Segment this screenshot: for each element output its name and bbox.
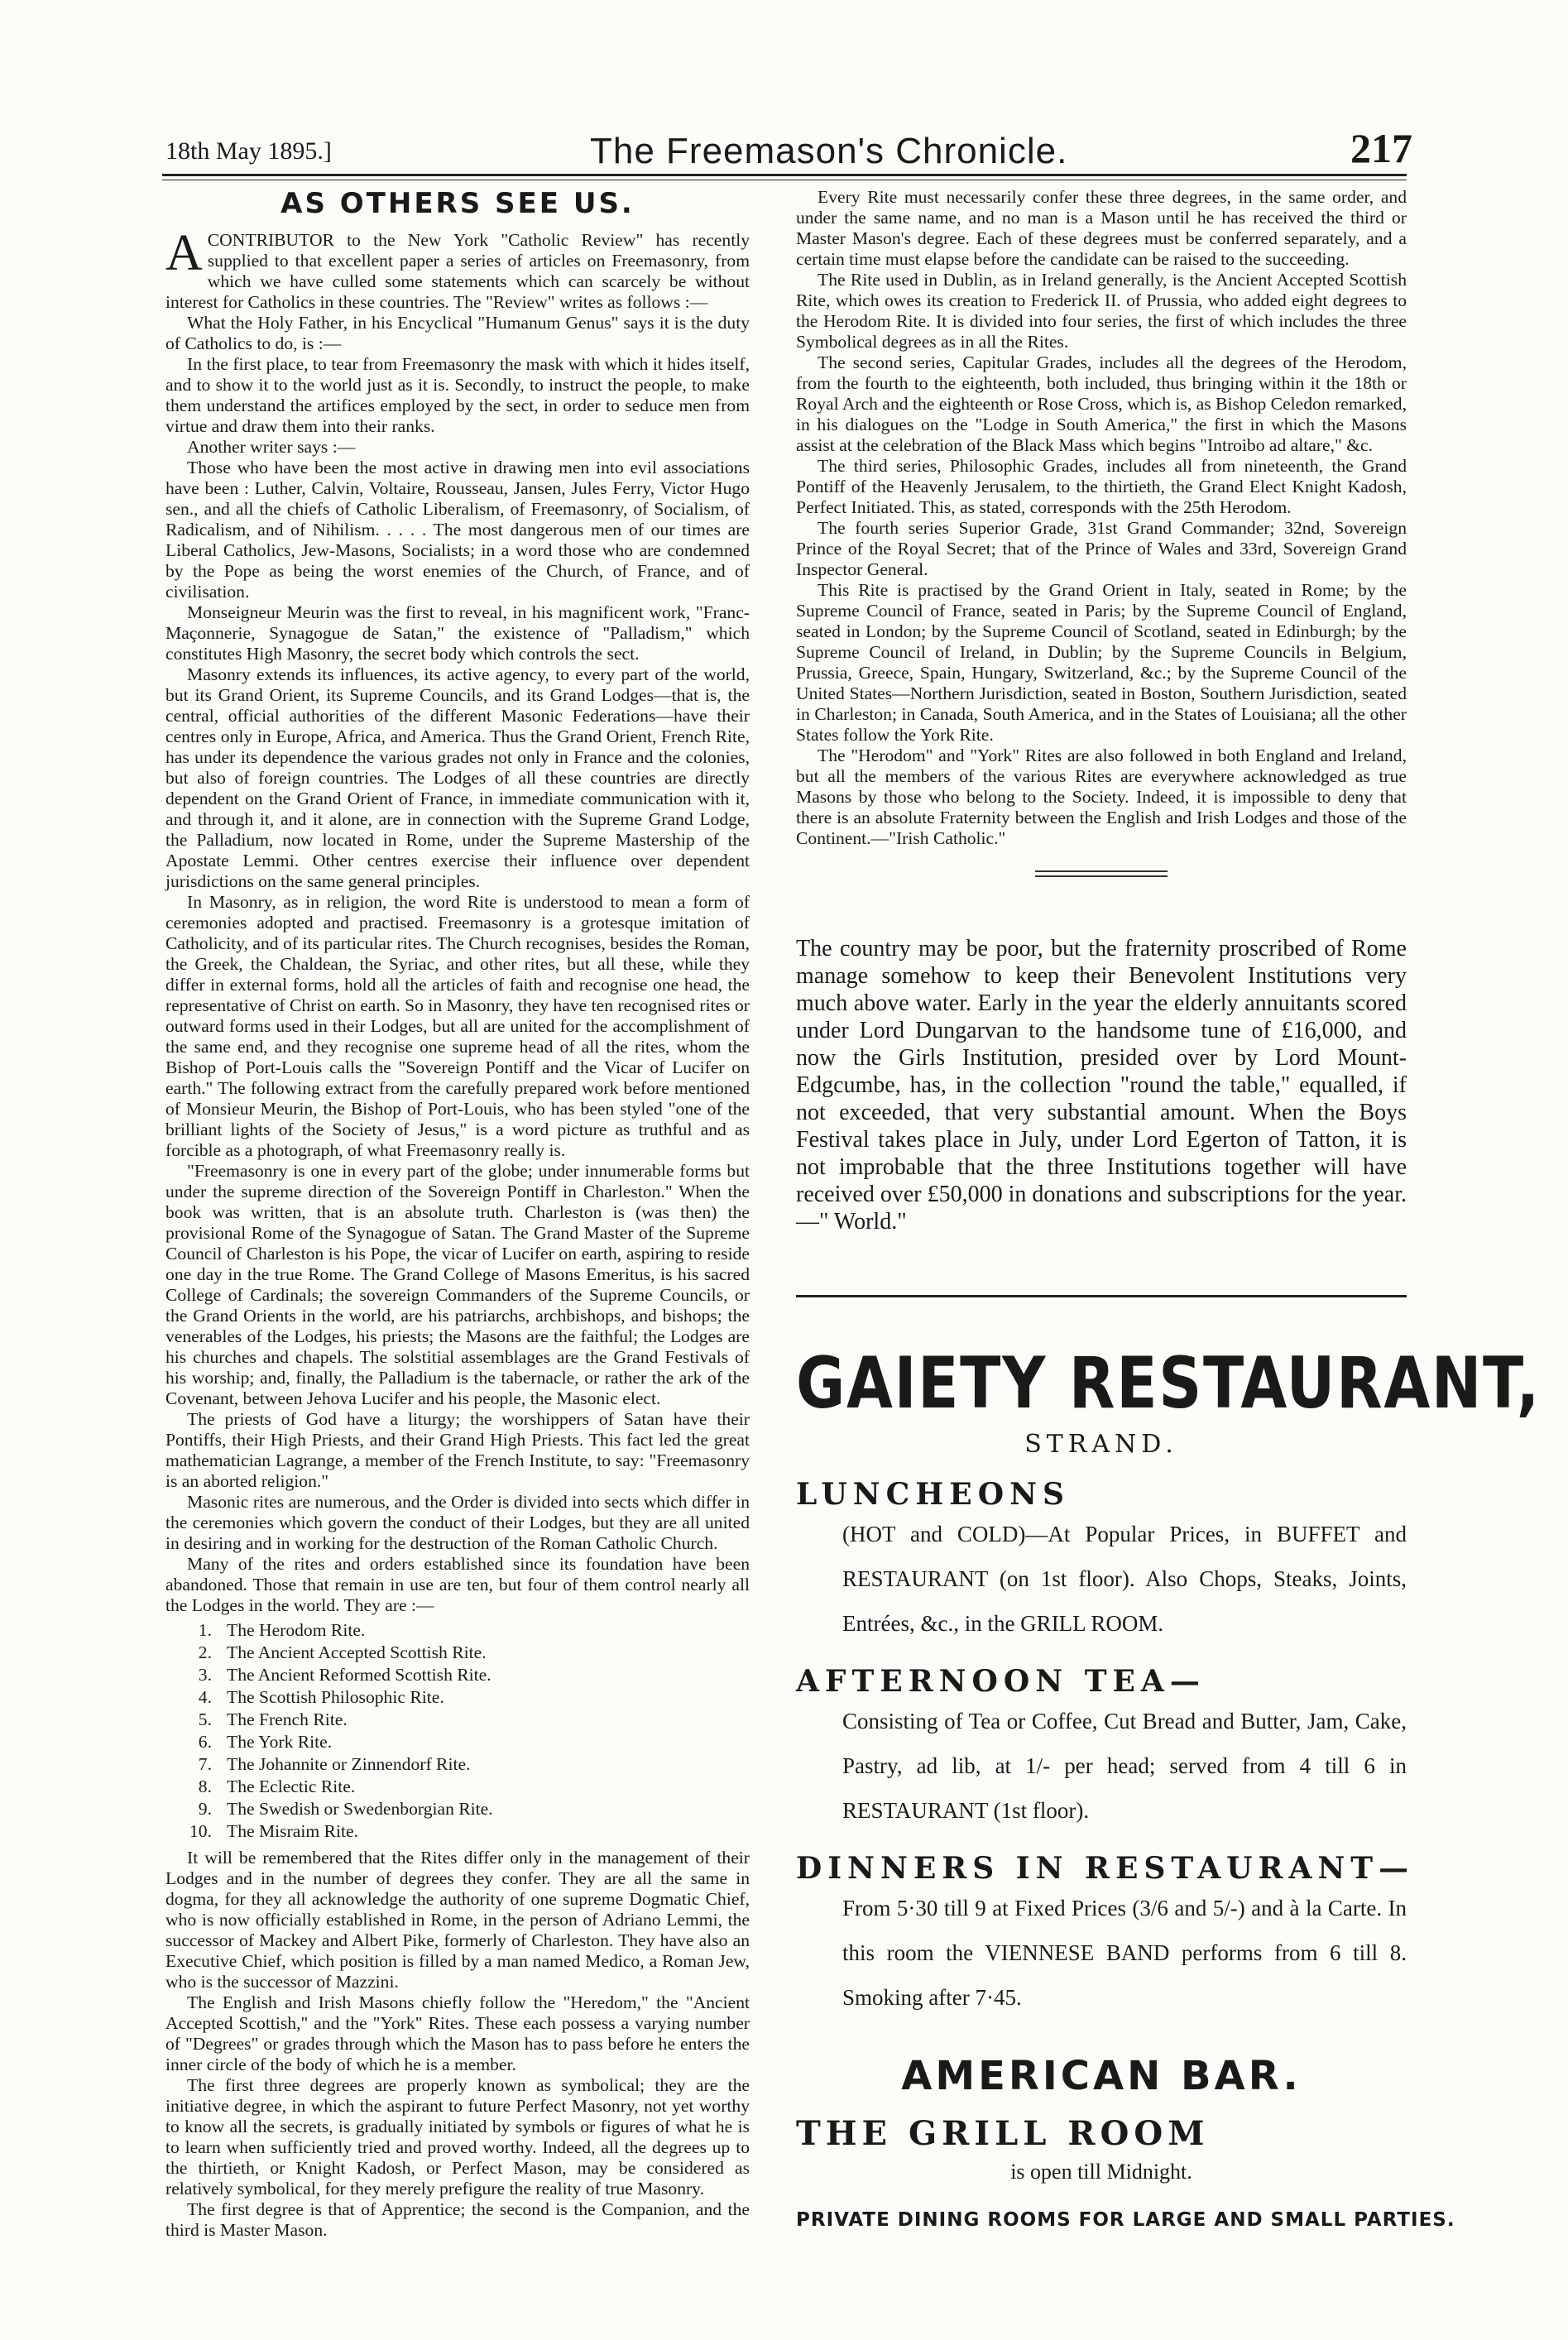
luncheons-text: (HOT and COLD)—At Popular Prices, in BUFFET and RESTAURANT (on 1st floor). Also Chops, Steaks, Joints, Entrées, &c., in the GRILL ROOM. [842, 1522, 1407, 1636]
article-paragraph: What the Holy Father, in his Encyclical "Humanum Genus" says it is the duty of Catholics to do, is :— [165, 313, 750, 353]
article-paragraph: The fourth series Superior Grade, 31st Grand Commander; 32nd, Sovereign Prince of the Royal Secret; that of the Prince of Wales and 33rd, Sovereign Grand Inspector General. [796, 518, 1407, 579]
dinners-text: From 5·30 till 9 at Fixed Prices (3/6 and 5/-) and à la Carte. In this room the VIENNESE BAND performs from 6 till 8. Smoking after 7·45. [842, 1896, 1407, 2010]
list-number: 7. [198, 1754, 212, 1774]
list-item [165, 1686, 750, 1709]
article-paragraph: The third series, Philosophic Grades, includes all from nineteenth, the Grand Pontiff of the Heavenly Jerusalem, to the thirtieth, the Grand Elect Knight Kadosh, Perfect Initiated. This, as stated, corresponds with the 25th Herodom. [796, 456, 1407, 517]
advertisement [796, 1342, 1541, 2231]
header-rule [162, 174, 1407, 176]
header-date: 18th May 1895.] [165, 137, 332, 165]
article-paragraph: The second series, Capitular Grades, includes all the degrees of the Herodom, from the fourth to the eighteenth, both included, thus bringing within it the 18th or Royal Arch and the eighteenth or Rose Cross, which is, as Bishop Celedon remarked, in his dialogues on the "Lodge in South America," the first in which the Masons assist at the celebration of the Black Mass which begins "Introibo ad altare," &c. [796, 352, 1407, 455]
list-text: The Johannite or Zinnendorf Rite. [227, 1754, 471, 1774]
list-text: The Eclectic Rite. [227, 1777, 356, 1796]
article-paragraph: It will be remembered that the Rites differ only in the management of their Lodges and in the number of degrees they confer. They are all the same in dogma, for they all acknowledge the authority of one supreme Dogmatic Chief, who is now officially established in Rome, in the person of Adriano Lemmi, the successor of Mackey and Albert Pike, formerly of Charleston. They have also an Executive Chief, which position is filled by a man named Medico, a Roman Jew, who is the successor of Mazzini. [165, 1848, 750, 1992]
list-text: The French Rite. [227, 1709, 348, 1729]
list-text: The Ancient Accepted Scottish Rite. [227, 1642, 487, 1662]
list-number: 5. [198, 1709, 212, 1729]
list-item [165, 1798, 750, 1820]
afternoon-tea-heading: AFTERNOON TEA— [796, 1664, 1206, 1699]
grill-room-hours: is open till Midnight. [1010, 2160, 1192, 2184]
article-continuation [796, 187, 1407, 849]
article-paragraph: The priests of God have a liturgy; the worshippers of Satan have their Pontiffs, their High Priests, and their Grand High Priests. This fact led the great mathematician Lagrange, a member of the French Institute, to say: "Freemasonry is an aborted religion." [165, 1409, 750, 1491]
article-paragraph: "Freemasonry is one in every part of the globe; under innumerable forms but under the supreme direction of the Sovereign Pontiff in Charleston." When the book was written, that is an absolute truth. Charleston is (was then) the provisional Rome of the Synagogue of Satan. The Grand Master of the Supreme Council of Charleston is his Pope, the vicar of Lucifer on earth, aspiring to reside one day in the true Rome. The Grand College of Masons Emeritus, is his sacred College of Cardinals; the sovereign Commanders of the Supreme Councils, or the Grand Orients in the world, are his patriarchs, archbishops, and bishops; the venerables of the Lodges, his priests; the Masons are the faithful; the Lodges are his churches and chapels. The solstitial assemblages are the Grand Festivals of his worship; and, finally, the Palladium is the tabernacle, or rather the ark of the Covenant, between Jehova Lucifer and his people, the Masonic elect. [165, 1161, 750, 1408]
advert-subtitle: STRAND. [1024, 1430, 1178, 1459]
left-column [165, 187, 750, 2240]
list-number: 3. [198, 1665, 212, 1685]
list-number: 6. [198, 1732, 212, 1752]
list-item [165, 1642, 750, 1664]
section-divider [1035, 870, 1168, 872]
afternoon-tea-text: Consisting of Tea or Coffee, Cut Bread and Butter, Jam, Cake, Pastry, ad lib, at 1/- per head; served from 4 till 6 in RESTAURANT (1st floor). [842, 1709, 1407, 1823]
article-paragraph: Masonry extends its influences, its active agency, to every part of the world, but its Grand Orient, its Supreme Councils, and its Grand Lodges—that is, the central, official authorities of the different Masonic Federations—have their centres only in Europe, Africa, and America. Thus the Grand Orient, French Rite, has under its dependence the various grades not only in France and the colonies, but also of foreign countries. The Lodges of all these countries are directly dependent on the Grand Orient of France, in immediate communication with it, and through it, and it alone, are in connection with the Supreme Grand Lodge, the Palladium, now located in Rome, under the Supreme Mastership of the Apostate Lemmi. Other centres exercise their influence over dependent jurisdictions on the same general principles. [165, 664, 750, 891]
list-text: The York Rite. [227, 1732, 333, 1752]
list-item [165, 1731, 750, 1753]
list-number: 10. [189, 1821, 212, 1841]
list-item [165, 1820, 750, 1843]
article-paragraph: The Rite used in Dublin, as in Ireland generally, is the Ancient Accepted Scottish Rite, which owes its creation to Frederick II. of Prussia, who added eight degrees to the Herodom Rite. It is divided into four series, the first of which includes the three Symbolical degrees as in all the Rites. [796, 270, 1407, 352]
grill-room-heading: THE GRILL ROOM [796, 2114, 1210, 2153]
article-paragraph: The "Herodom" and "York" Rites are also followed in both England and Ireland, but all the members of the various Rites are everywhere acknowledged as true Masons by those who belong to the Society. Indeed, it is impossible to deny that there is an absolute Fraternity between the English and Irish Lodges and those of the Continent.—"Irish Catholic." [796, 746, 1407, 848]
dinners-heading: DINNERS IN RESTAURANT— [796, 1851, 1415, 1886]
list-text: The Ancient Reformed Scottish Rite. [227, 1665, 491, 1685]
article-paragraph: Another writer says :— [187, 437, 356, 457]
list-item [165, 1664, 750, 1686]
luncheons-heading: LUNCHEONS [796, 1477, 1071, 1512]
list-item [165, 1709, 750, 1731]
private-rooms-note: PRIVATE DINING ROOMS FOR LARGE AND SMALL PARTIES. [796, 2209, 1455, 2231]
right-column [796, 187, 1541, 2231]
american-bar-heading: AMERICAN BAR. [901, 2053, 1302, 2099]
list-number: 8. [198, 1777, 212, 1796]
article-heading: AS OTHERS SEE US. [281, 187, 635, 220]
list-number: 2. [198, 1642, 212, 1662]
article-paragraph: Masonic rites are numerous, and the Order is divided into sects which differ in the ceremonies which govern the conduct of their Lodges, but they are all united in desiring and in working for the destruction of the Roman Catholic Church. [165, 1492, 750, 1553]
list-text: The Herodom Rite. [227, 1620, 366, 1640]
list-item [165, 1776, 750, 1798]
article-paragraph: In the first place, to tear from Freemasonry the mask with which it hides itself, and to show it to the world just as it is. Secondly, to instruct the people, to make them understand the artifices employed by the sect, in order to seduce men from virtue and draw them into their ranks. [165, 354, 750, 436]
list-number: 1. [198, 1620, 212, 1640]
list-item [165, 1753, 750, 1776]
article-paragraph [165, 225, 750, 313]
article-paragraph: Every Rite must necessarily confer these three degrees, in the same order, and under the same name, and no man is a Mason until he has received the third or Master Mason's degree. Each of these degrees must be conferred separately, and a certain time must elapse before the candidate can be raised to the succeeding. [796, 187, 1407, 269]
article-paragraph: Those who have been the most active in drawing men into evil associations have been : Luther, Calvin, Voltaire, Rousseau, Jansen, Jules Ferry, Victor Hugo sen., and all the chiefs of Catholic Liberalism, of Freemasonry, of Socialism, of Radicalism, and of Nihilism. . . . . The most dangerous men of our times are Liberal Catholics, Jew-Masons, Socialists; in a word those who are condemned by the Pope as being the worst enemies of the Church, of France, and of civilisation. [165, 458, 750, 602]
article-paragraph: In Masonry, as in religion, the word Rite is understood to mean a form of ceremonies adopted and practised. Freemasonry is a grotesque imitation of Catholicity, and of its particular rites. The Church recognises, besides the Roman, the Greek, the Chaldean, the Syriac, and other rites, but all these, while they differ in external forms, hold all the articles of faith and recognise one head, the representative of Christ on earth. So in Masonry, they have ten recognised rites or outward forms used in their Lodges, but all are united for the accomplishment of the same end, and they recognise one supreme head of all the rites, whom the Bishop of Port-Louis calls the "Sovereign Pontiff and the Vicar of Lucifer on earth." The following extract from the carefully prepared work before mentioned of Monsieur Meurin, the Bishop of Port-Louis, who has been styled "one of the brilliant lights of the Society of Jesus," is a word picture as truthful and as forcible as a photograph, of what Freemasonry really is. [165, 892, 750, 1160]
article-paragraph: This Rite is practised by the Grand Orient in Italy, seated in Rome; by the Supreme Council of France, seated in Paris; by the Supreme Council of England, seated in London; by the Supreme Council of Scotland, seated in Edinburgh; by the Supreme Council of Ireland, in Dublin; by the Supreme Councils in Belgium, Prussia, Greece, Spain, Hungary, Switzerland, &c.; by the Supreme Council of the United States—Northern Jurisdiction, seated in Boston, Southern Jurisdiction, seated in Charleston; in Canada, South America, and in the States of Louisiana; all the other States follow the York Rite. [796, 580, 1407, 745]
list-number: 4. [198, 1687, 212, 1707]
drop-cap: A [165, 225, 203, 281]
column-rule [796, 1295, 1407, 1297]
news-note: The country may be poor, but the fraternity proscribed of Rome manage somehow to keep their Benevolent Institutions very much above water. Early in the year the elderly annuitants scored under Lord Dungarvan to the handsome tune of £16,000, and now the Girls Institution, presided over by Lord Mount-Edgcumbe, has, in the collection "round the table," equalled, if not exceeded, that very substantial amount. When the Boys Festival takes place in July, under Lord Egerton of Tatton, it is not improbable that the three Institutions together will have received over £50,000 in donations and subscriptions for the year.—" World." [796, 936, 1407, 1235]
list-number: 9. [198, 1799, 212, 1819]
list-text: The Scottish Philosophic Rite. [227, 1687, 444, 1707]
article-paragraph: Monseigneur Meurin was the first to reveal, in his magnificent work, "Franc-Maçonnerie, Synagogue de Satan," the existence of "Palladism," which constitutes High Masonry, the secret body which controls the sect. [165, 602, 750, 664]
list-text: The Misraim Rite. [227, 1821, 358, 1841]
rites-list [165, 1619, 750, 1843]
section-divider [1035, 875, 1168, 877]
advert-title: GAIETY RESTAURANT, [796, 1342, 1541, 1425]
header-title: The Freemason's Chronicle. [590, 131, 1068, 171]
article-paragraph: The English and Irish Masons chiefly follow the "Heredom," the "Ancient Accepted Scottish," and the "York" Rites. These each possess a varying number of "Degrees" or grades through which the Mason has to pass before he enters the inner circle of the body of which he is a member. [165, 1992, 750, 2074]
article-paragraph: The first three degrees are properly known as symbolical; they are the initiative degree, in which the aspirant to future Perfect Masonry, not yet worthy to know all the secrets, is gradually initiated by symbols or figures of what he is to learn when sufficiently tried and proved worthy. Indeed, all the degrees up to the thirtieth, or Knight Kadosh, or Perfect Mason, may be considered as relatively symbolical, for they merely prefigure the reality of true Masonry. [165, 2075, 750, 2199]
article-paragraph: Many of the rites and orders established since its foundation have been abandoned. Those that remain in use are ten, but four of them control nearly all the Lodges in the world. They are :— [165, 1554, 750, 1615]
list-item [165, 1619, 750, 1642]
page-number: 217 [1350, 125, 1412, 171]
list-text: The Swedish or Swedenborgian Rite. [227, 1799, 493, 1819]
article-paragraph: The first degree is that of Apprentice; the second is the Companion, and the third is Master Mason. [165, 2199, 750, 2240]
article-paragraph-text: CONTRIBUTOR to the New York "Catholic Review" has recently supplied to that excellent paper a series of articles on Freemasonry, from which we have culled some statements which can scarcely be without interest for Catholics in these countries. The "Review" writes as follows :— [165, 230, 750, 312]
